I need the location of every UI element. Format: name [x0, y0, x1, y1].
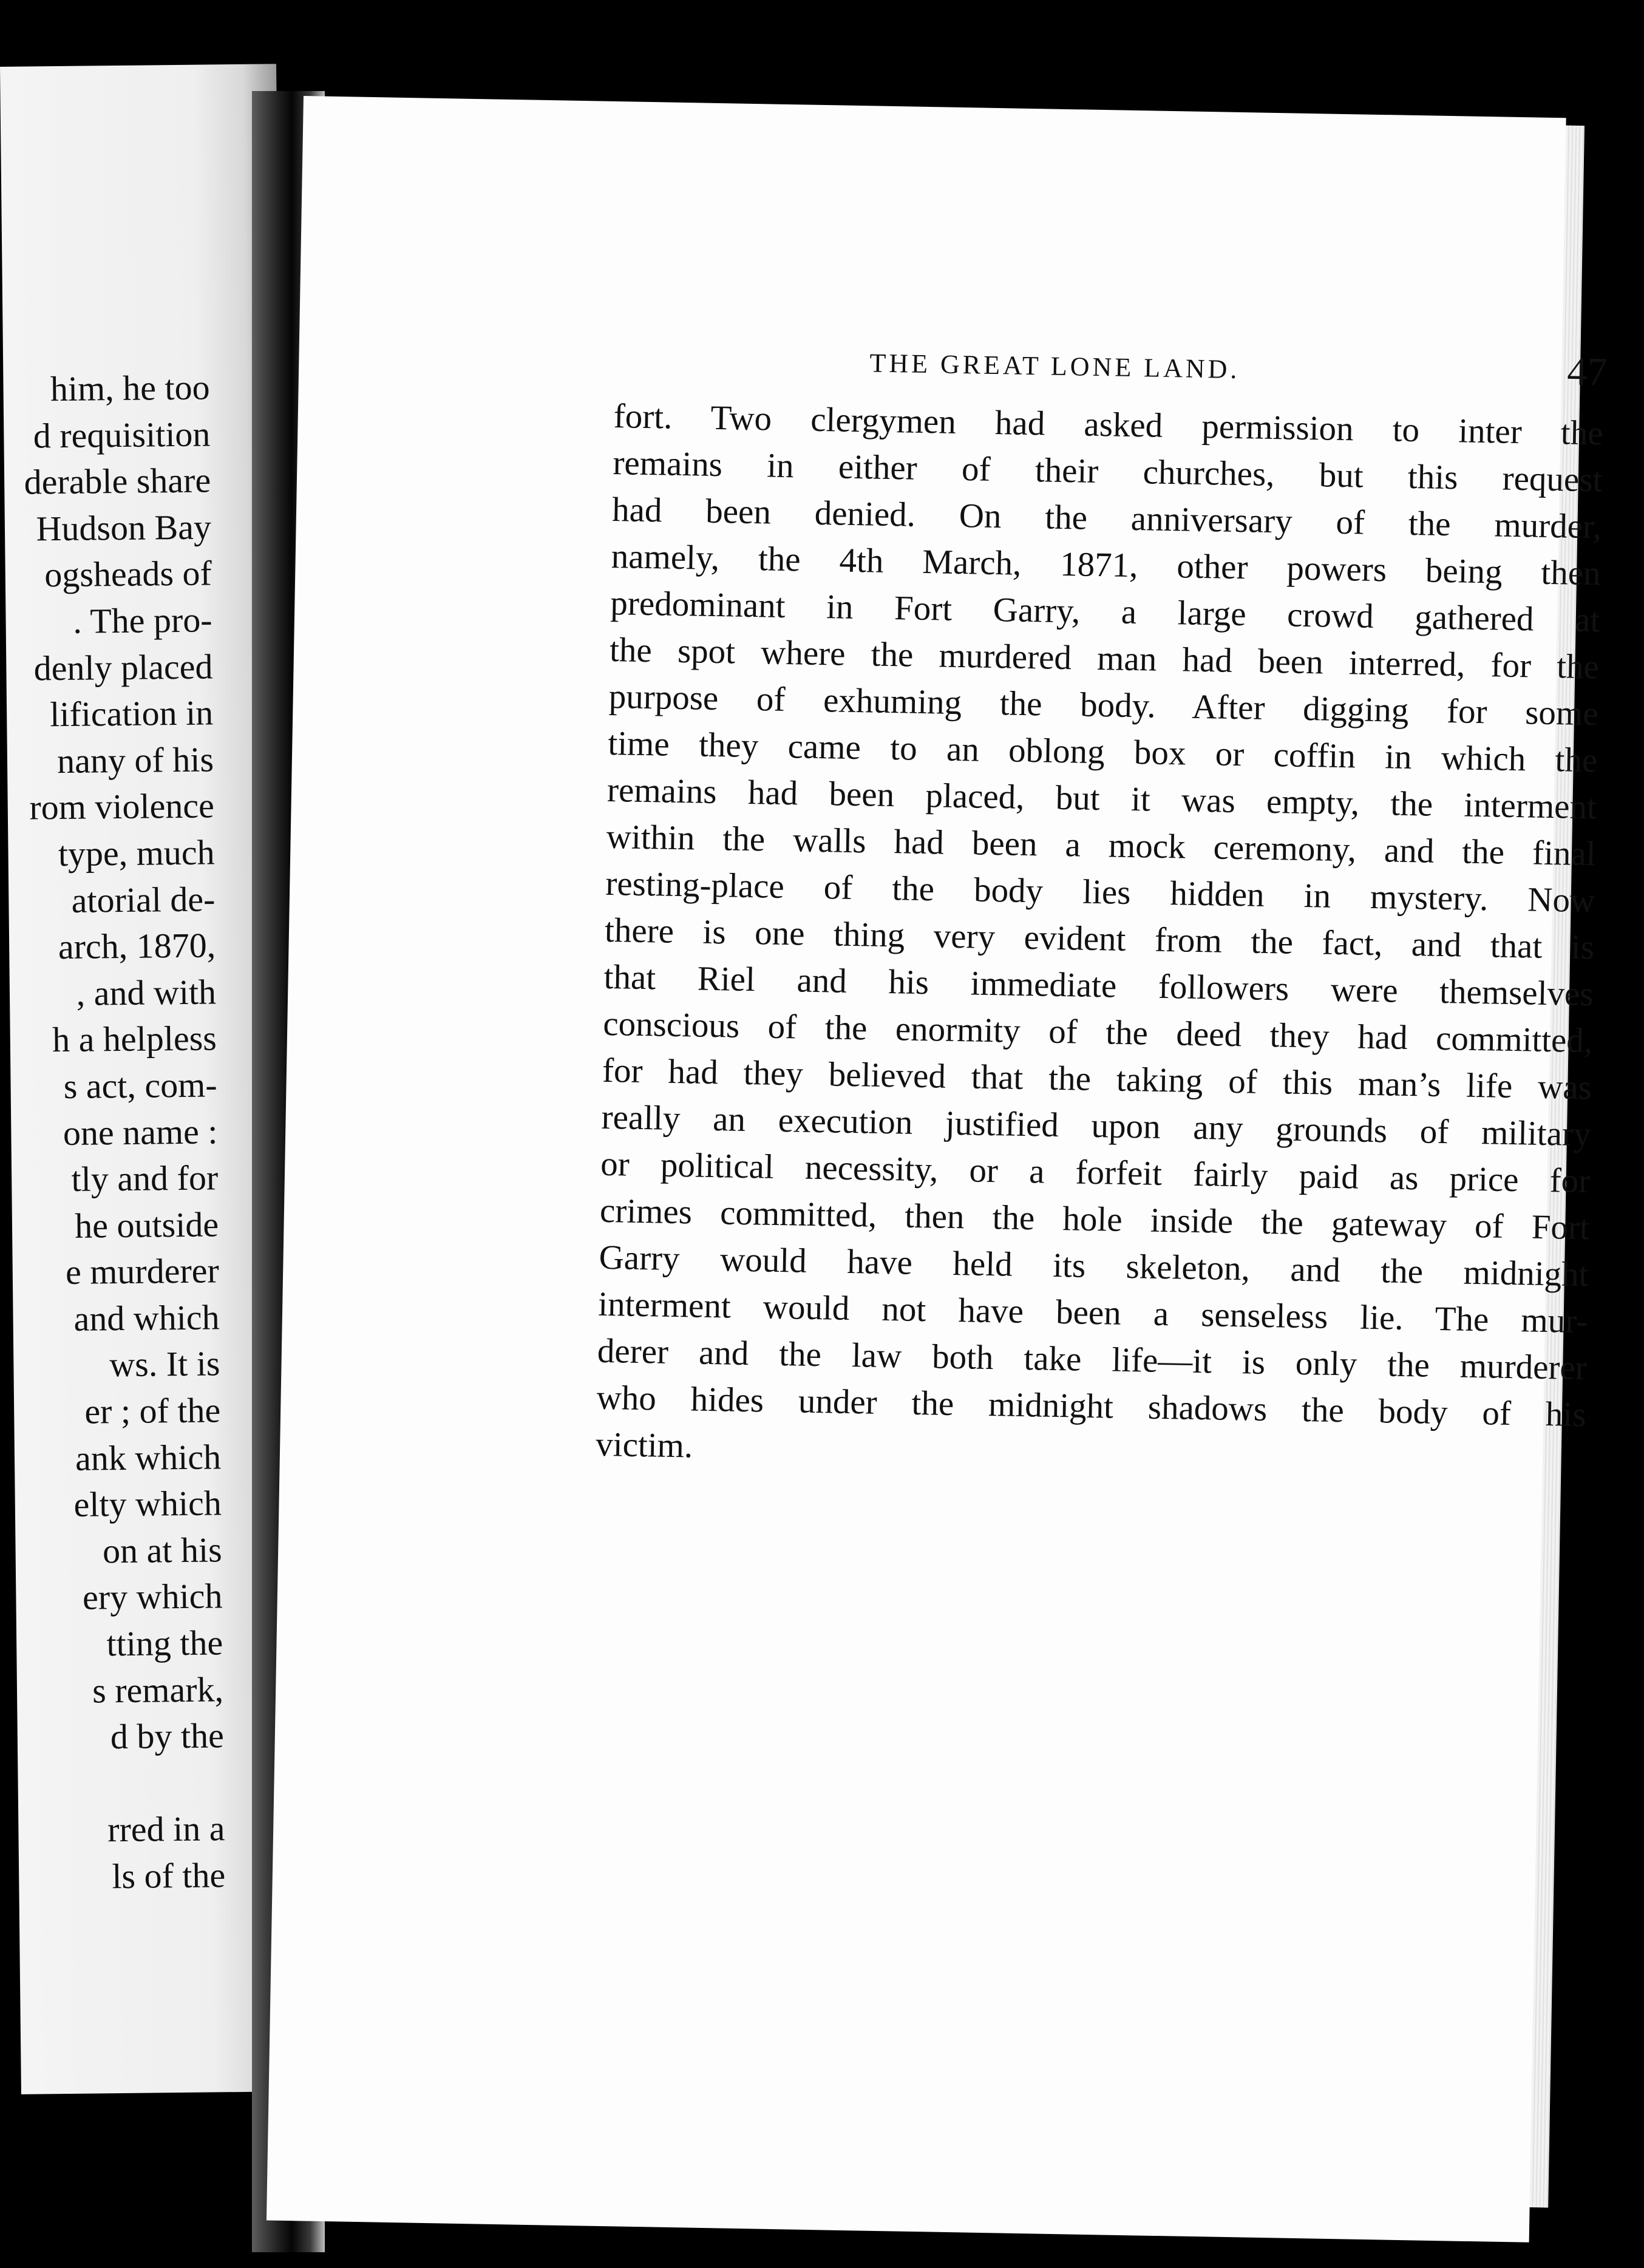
running-head [617, 332, 1608, 398]
text-line: conscious of the enormity of the deed they had committed, [602, 1004, 1593, 1061]
previous-page-line: d requisition [33, 414, 211, 456]
previous-page-line: elty which [73, 1483, 222, 1525]
text-line: predominant in Fort Garry, a large crowd gathered at [610, 583, 1600, 640]
previous-page-line: e murderer [65, 1251, 220, 1292]
text-line: really an execution justified upon any grounds of military [601, 1098, 1592, 1154]
previous-page-text [3, 364, 225, 1901]
previous-page-line: rom violence [29, 786, 215, 827]
previous-page-line: type, much [58, 832, 215, 874]
previous-page-line: , and with [76, 972, 217, 1013]
text-line: who hides under the midnight shadows the body of his [596, 1378, 1586, 1434]
text-line: there is one thing very evident from the fact, and that is [604, 911, 1595, 967]
previous-page-line: and which [73, 1297, 220, 1339]
previous-page-line: ogsheads of [44, 553, 212, 595]
previous-page-line: ank which [75, 1436, 222, 1478]
previous-page-line: denly placed [33, 646, 213, 688]
text-line: namely, the 4th March, 1871, other powers being then [611, 537, 1602, 593]
text-line: fort. Two clergymen had asked permission to inter the [613, 397, 1604, 453]
text-line: had been denied. On the anniversary of the murder, [611, 490, 1602, 546]
previous-page-line: s remark, [92, 1669, 224, 1711]
previous-page-line: on at his [102, 1530, 222, 1571]
text-line: resting-place of the body lies hidden in mystery. Now [605, 864, 1595, 920]
previous-page-line: lification in [49, 693, 214, 735]
previous-page-line: atorial de- [71, 878, 216, 920]
current-page [267, 96, 1608, 2243]
previous-page-line: ery which [82, 1576, 223, 1618]
previous-page-line: . The pro- [72, 600, 212, 641]
previous-page-line: tting the [106, 1623, 223, 1664]
previous-page-line: rred in a [107, 1808, 225, 1850]
previous-page-line: d by the [110, 1716, 225, 1757]
previous-page-line: one name : [63, 1111, 218, 1153]
previous-page-line: s act, com- [63, 1065, 217, 1106]
page-number: 47 [1566, 349, 1608, 395]
text-line: purpose of exhuming the body. After digging for some [608, 677, 1599, 733]
previous-page-line: ls of the [112, 1855, 226, 1896]
text-line: victim. [595, 1425, 693, 1465]
text-line: or political necessity, or a forfeit fairly paid as price for [600, 1144, 1591, 1201]
previous-page-line: arch, 1870, [58, 925, 216, 967]
text-line: crimes committed, then the hole inside the gateway of Fort [599, 1191, 1590, 1248]
text-line: remains had been placed, but it was empty, the interment [606, 770, 1597, 827]
previous-page-line: tly and for [71, 1158, 219, 1199]
previous-page-line: derable share [24, 460, 211, 502]
text-line: within the walls had been a mock ceremony, and the final [606, 817, 1597, 874]
text-line: interment would not have been a senseless lie. The mur- [597, 1285, 1588, 1341]
previous-page-line: ws. It is [109, 1343, 220, 1385]
previous-page-line: he outside [74, 1204, 219, 1246]
text-line: derer and the law both take life—it is only the murderer [597, 1331, 1588, 1388]
text-line: time they came to an oblong box or coffin in which the [607, 724, 1598, 780]
previous-page-line: nany of his [56, 739, 214, 781]
text-line: that Riel and his immediate followers were themselves [603, 957, 1594, 1014]
text-line: for had they believed that the taking of this man’s life was [602, 1051, 1592, 1107]
previous-page-line: h a helpless [52, 1018, 217, 1060]
previous-page-line: him, he too [50, 367, 210, 409]
running-title: THE GREAT LONE LAND. [869, 348, 1240, 384]
text-line: the spot where the murdered man had been interred, for the [609, 630, 1600, 687]
previous-page-line [18, 1759, 225, 1808]
text-line: Garry would have held its skeleton, and the midnight [599, 1238, 1589, 1294]
previous-page-line: Hudson Bay [36, 507, 212, 549]
page-body-text [596, 393, 1604, 1485]
previous-page-line: er ; of the [84, 1390, 221, 1431]
text-line: remains in either of their churches, but this request [612, 443, 1603, 500]
